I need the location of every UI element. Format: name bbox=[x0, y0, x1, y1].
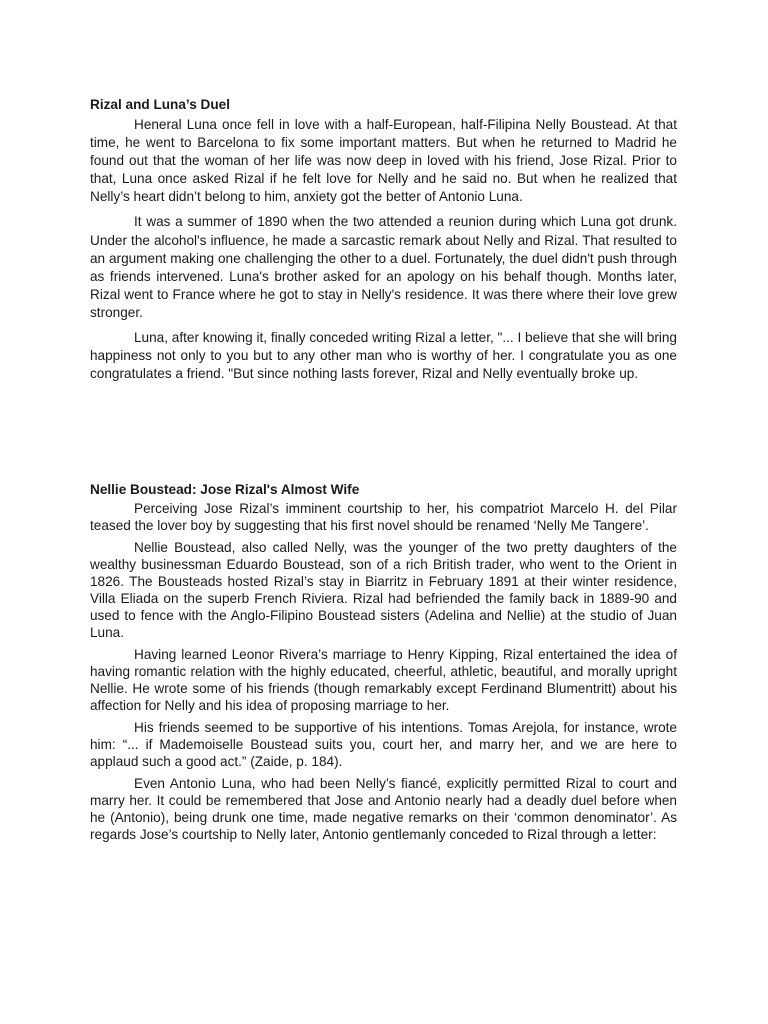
paragraph: His friends seemed to be supportive of his intentions. Tomas Arejola, for instance, wrote him: “... if Mademoiselle Boustead suits you, court her, and marry her, and we are here to applaud such a good act.” (Zaide, p. 184). bbox=[90, 720, 677, 769]
section-nellie-boustead bbox=[90, 481, 677, 848]
paragraph: It was a summer of 1890 when the two attended a reunion during which Luna got drunk. Under the alcohol's influence, he made a sarcastic remark about Nelly and Rizal. That resulted to an argument making one challenging the other to a duel. Fortunately, the duel didn't push through as friends intervened. Luna's brother asked for an apology on his behalf though. Months later, Rizal went to France where he got to stay in Nelly's residence. It was there where their love grew stronger. bbox=[90, 214, 677, 320]
section-heading: Rizal and Luna’s Duel bbox=[90, 97, 230, 112]
paragraph: Luna, after knowing it, finally conceded writing Rizal a letter, "... I believe that she will bring happiness not only to you but to any other man who is worthy of her. I congratulate you as one congratulates a friend. "But since nothing lasts forever, Rizal and Nelly eventually broke up. bbox=[90, 330, 677, 382]
section-heading: Nellie Boustead: Jose Rizal's Almost Wife bbox=[90, 482, 360, 497]
paragraph: Heneral Luna once fell in love with a half-European, half-Filipina Nelly Boustead. At that time, he went to Barcelona to fix some important matters. But when he returned to Madrid he found out that the woman of her life was now deep in loved with his friend, Jose Rizal. Prior to that, Luna once asked Rizal if he felt love for Nelly and he said no. But when he realized that Nelly’s heart didn’t belong to him, anxiety got the better of Antonio Luna. bbox=[90, 117, 677, 205]
paragraph: Perceiving Jose Rizal’s imminent courtship to her, his compatriot Marcelo H. del Pilar teased the lover boy by suggesting that his first novel should be renamed ‘Nelly Me Tangere’. bbox=[90, 501, 677, 533]
paragraph: Even Antonio Luna, who had been Nelly’s fiancé, explicitly permitted Rizal to court and marry her. It could be remembered that Jose and Antonio nearly had a deadly duel before when he (Antonio), being drunk one time, made negative remarks on their ‘common denominator’. As regards Jose’s courtship to Nelly later, Antonio gentlemanly conceded to Rizal through a letter: bbox=[90, 776, 677, 842]
paragraph: Having learned Leonor Rivera’s marriage to Henry Kipping, Rizal entertained the idea of having romantic relation with the highly educated, cheerful, athletic, beautiful, and morally upright Nellie. He wrote some of his friends (though remarkably except Ferdinand Blumentritt) about his affection for Nelly and his idea of proposing marriage to her. bbox=[90, 647, 677, 713]
section-rizal-luna-duel bbox=[90, 96, 677, 390]
paragraph: Nellie Boustead, also called Nelly, was the younger of the two pretty daughters of the wealthy businessman Eduardo Boustead, son of a rich British trader, who went to the Orient in 1826. The Bousteads hosted Rizal’s stay in Biarritz in February 1891 at their winter residence, Villa Eliada on the superb French Riviera. Rizal had befriended the family back in 1889-90 and used to fence with the Anglo-Filipino Boustead sisters (Adelina and Nellie) at the studio of Juan Luna. bbox=[90, 540, 677, 640]
